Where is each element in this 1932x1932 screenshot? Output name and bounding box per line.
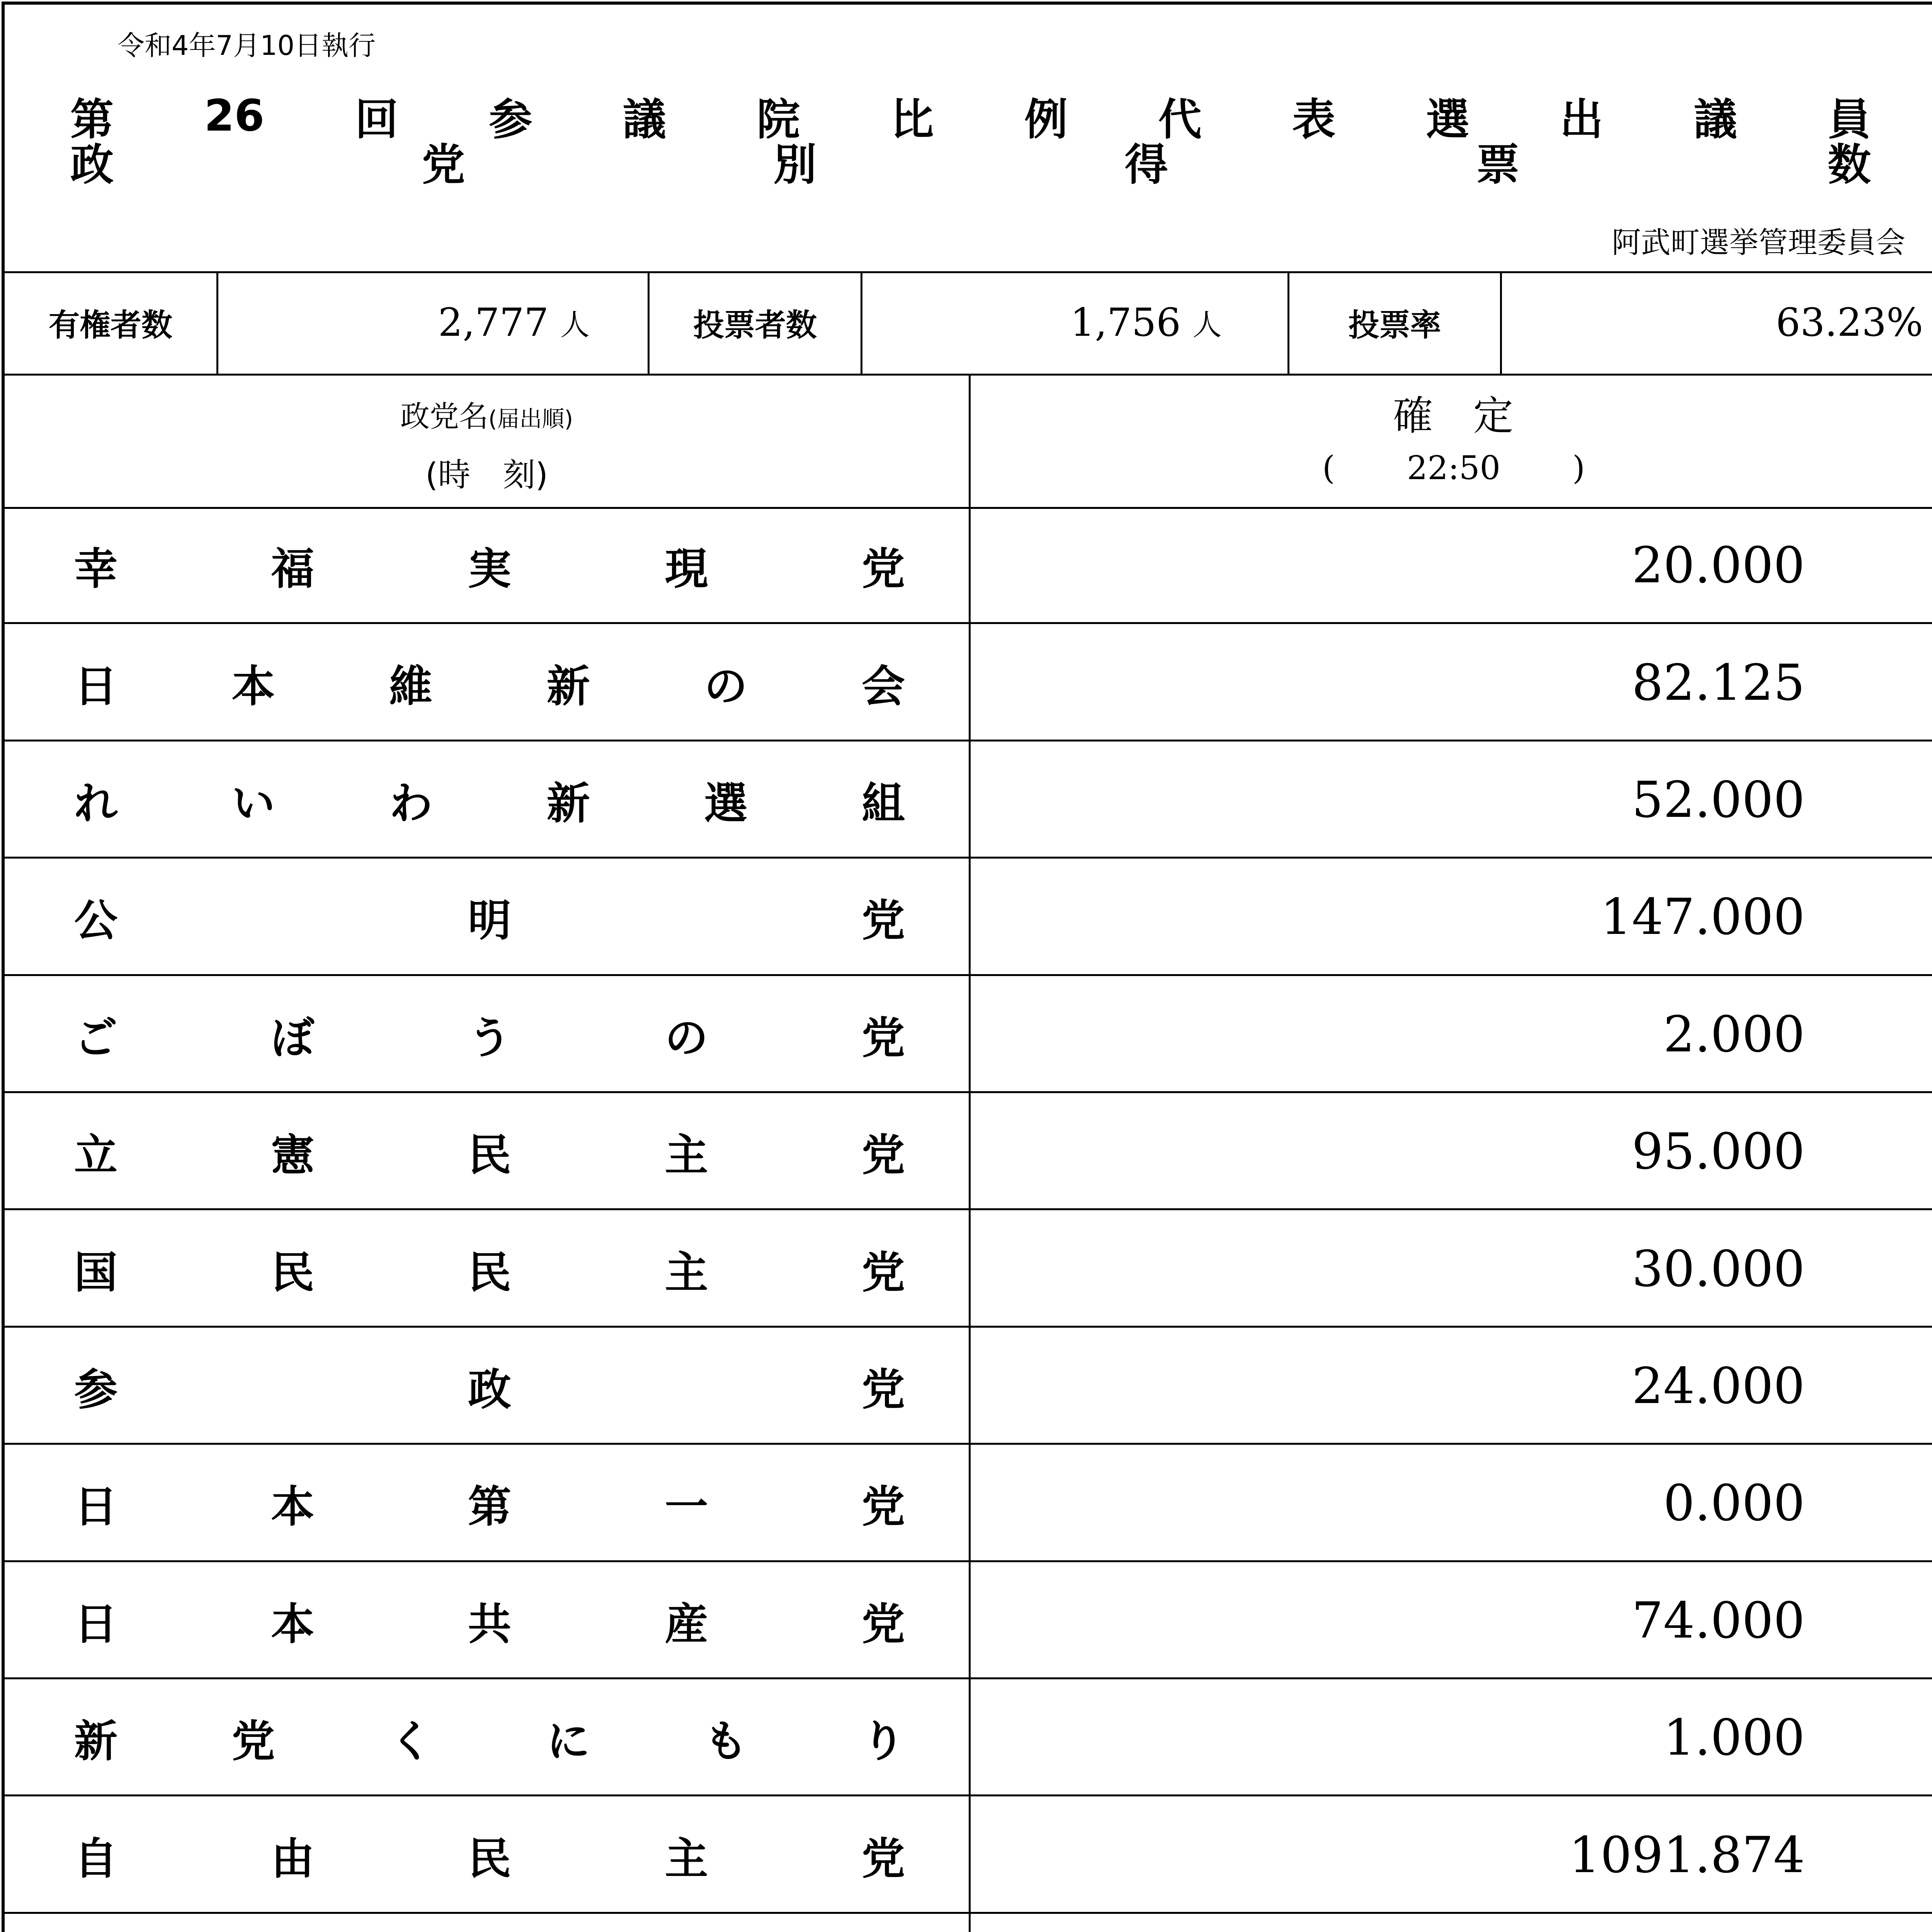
party-name-char: 憲 <box>271 1130 315 1181</box>
party-name-char: 主 <box>665 1247 708 1298</box>
party-row <box>5 1210 1932 1327</box>
party-name-char: 一 <box>665 1482 708 1532</box>
party-name-char: く <box>389 1716 433 1767</box>
party-name-char: 日 <box>74 661 117 712</box>
party-name-char: 国 <box>74 1247 117 1298</box>
party-name-char: 党 <box>231 1716 275 1767</box>
party-name-char: の <box>704 661 748 712</box>
title-char: 議 <box>622 94 666 145</box>
turnout-rate-label: 投票率 <box>1348 307 1441 343</box>
party-name-char: 日 <box>74 1482 117 1532</box>
divider <box>5 374 1932 376</box>
party-row <box>5 742 1932 859</box>
title-char: 票 <box>1476 139 1520 190</box>
title-char: 別 <box>773 139 817 190</box>
title-char: 例 <box>1024 94 1068 145</box>
party-row <box>5 1445 1932 1562</box>
title-char: 比 <box>890 94 934 145</box>
party-name-char: い <box>231 778 275 829</box>
party-name-char: う <box>468 1013 511 1063</box>
party-name <box>74 1328 905 1445</box>
title-char: 党 <box>422 139 465 190</box>
party-name <box>74 1210 905 1327</box>
party-name-char: 民 <box>468 1130 511 1181</box>
party-name-char: 民 <box>468 1247 511 1298</box>
party-name <box>74 742 905 859</box>
party-name-char: 公 <box>74 896 117 946</box>
party-votes: 82.125 <box>1632 654 1805 712</box>
party-name <box>74 1914 905 1932</box>
party-name-char: 維 <box>389 661 433 712</box>
party-name-char: 党 <box>862 1482 905 1532</box>
party-name-char: 会 <box>861 661 905 712</box>
title-char: 回 <box>355 94 398 145</box>
party-name <box>74 1562 905 1679</box>
party-name-char: 参 <box>74 1364 117 1415</box>
party-name <box>74 1093 905 1210</box>
turnout-rate-value: 63.23% <box>1776 300 1923 345</box>
party-name-char: 新 <box>74 1716 117 1767</box>
results-table <box>2 2 1932 1932</box>
title-char: 政 <box>70 139 114 190</box>
party-name-char: 第 <box>468 1482 511 1532</box>
election-date: 令和4年7月10日執行 <box>117 30 376 61</box>
title-char: 参 <box>489 94 532 145</box>
party-name-char: 党 <box>862 1130 905 1181</box>
party-row <box>5 1914 1932 1932</box>
party-name-char: 党 <box>862 1364 905 1415</box>
party-name-char: 本 <box>231 661 275 712</box>
turnout-count-value <box>862 271 1287 374</box>
party-name-char: 幸 <box>74 544 117 595</box>
title-char: 院 <box>757 94 800 145</box>
party-name-char: 主 <box>665 1130 708 1181</box>
party-name-char: 党 <box>862 896 905 946</box>
party-name-char: の <box>665 1013 708 1063</box>
party-name <box>74 624 905 741</box>
voters-number: 2,777 <box>438 300 549 345</box>
party-name-char: 自 <box>74 1833 117 1884</box>
party-name <box>74 507 905 624</box>
voters-label: 有権者数 <box>49 307 172 343</box>
party-name-char: 党 <box>862 1013 905 1063</box>
party-row <box>5 1093 1932 1210</box>
party-name-char: 民 <box>271 1247 315 1298</box>
party-name-char: 党 <box>862 1247 905 1298</box>
party-name-char: 本 <box>271 1599 315 1650</box>
party-name-char: 主 <box>665 1833 708 1884</box>
status-label: 確 定 <box>1393 392 1514 439</box>
party-name-char: 新 <box>546 661 590 712</box>
voters-value <box>218 271 648 374</box>
title-char: 表 <box>1292 94 1336 145</box>
party-votes: 147.000 <box>1600 888 1805 946</box>
party-column-note: (届出順) <box>488 406 573 432</box>
party-row <box>5 1562 1932 1679</box>
party-row <box>5 859 1932 976</box>
title-line-1 <box>70 91 1871 145</box>
party-name <box>74 1796 905 1913</box>
party-votes: 74.000 <box>1632 1592 1805 1650</box>
title-char: 数 <box>1827 139 1871 190</box>
party-name <box>74 976 905 1093</box>
party-name-char: 日 <box>74 1599 117 1650</box>
party-votes: 0.000 <box>1663 1475 1805 1532</box>
party-votes: 1091.874 <box>1569 1826 1805 1884</box>
party-row <box>5 624 1932 741</box>
title-line-2 <box>70 138 1871 190</box>
title-char: 26 <box>204 91 265 141</box>
title-char: 選 <box>1426 94 1469 145</box>
time-close-paren: ) <box>1572 449 1585 487</box>
party-name <box>74 1445 905 1562</box>
party-votes <box>1632 1914 1805 1932</box>
party-row <box>5 1328 1932 1445</box>
party-name-char: り <box>861 1716 905 1767</box>
party-name-char: 党 <box>862 1599 905 1650</box>
party-name-char: 福 <box>271 544 315 595</box>
party-name-char: 由 <box>271 1833 315 1884</box>
party-name-char: ぼ <box>271 1013 315 1063</box>
party-name-char: 政 <box>468 1364 511 1415</box>
party-name-char: 立 <box>74 1130 117 1181</box>
party-column-label: 政党名 <box>400 399 488 434</box>
voters-unit: 人 <box>560 308 590 342</box>
party-votes: 52.000 <box>1632 771 1805 829</box>
party-row <box>5 1796 1932 1913</box>
party-name-char: 産 <box>665 1599 708 1650</box>
title-char: 員 <box>1827 94 1871 145</box>
party-name-char: 選 <box>704 778 748 829</box>
party-name-char: 党 <box>862 1833 905 1884</box>
title-char: 得 <box>1124 139 1168 190</box>
party-name <box>74 859 905 976</box>
party-name-char: 実 <box>468 544 511 595</box>
time-column-label: (時 刻) <box>425 456 548 494</box>
committee-name: 阿武町選挙管理委員会 <box>1612 225 1905 260</box>
party-votes: 24.000 <box>1632 1357 1805 1415</box>
party-name <box>74 1679 905 1796</box>
time-open-paren: ( <box>1322 449 1335 487</box>
party-row <box>5 507 1932 624</box>
party-name-char: 本 <box>271 1482 315 1532</box>
party-row <box>5 976 1932 1093</box>
title-char: 出 <box>1560 94 1604 145</box>
party-name-char: 民 <box>468 1833 511 1884</box>
party-row <box>5 1679 1932 1796</box>
party-name-char: 現 <box>665 544 708 595</box>
party-name-char: 新 <box>546 778 590 829</box>
party-name-char: 党 <box>862 544 905 595</box>
turnout-count-label: 投票者数 <box>693 307 817 343</box>
title-char: 代 <box>1158 94 1202 145</box>
party-name-char: も <box>704 1716 748 1767</box>
party-votes: 20.000 <box>1632 537 1805 595</box>
time-value-row <box>1322 449 1585 487</box>
party-name-char: に <box>546 1716 590 1767</box>
turnout-count-unit: 人 <box>1192 308 1222 342</box>
party-votes: 30.000 <box>1632 1240 1805 1298</box>
party-name-char: 組 <box>861 778 905 829</box>
turnout-count-number: 1,756 <box>1070 300 1181 345</box>
party-votes: 95.000 <box>1632 1123 1805 1181</box>
party-name-char: れ <box>74 778 117 829</box>
party-column-header <box>5 393 969 435</box>
party-votes: 2.000 <box>1663 1005 1805 1063</box>
title-char: 第 <box>70 94 114 145</box>
party-name-char: 共 <box>468 1599 511 1650</box>
party-votes: 1.000 <box>1663 1709 1805 1767</box>
party-name-char: わ <box>389 778 433 829</box>
party-name-char: ご <box>74 1013 117 1063</box>
count-time: 22:50 <box>1406 449 1501 487</box>
title-char: 議 <box>1694 94 1737 145</box>
party-name-char: 明 <box>468 896 511 946</box>
